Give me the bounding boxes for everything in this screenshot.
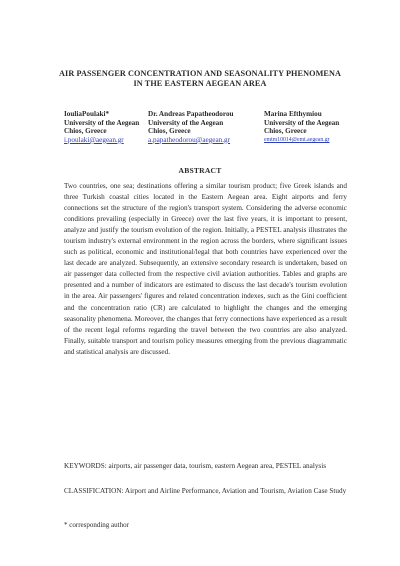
author-affiliation: University of the Aegean — [64, 118, 140, 127]
author-location: Chios, Greece — [148, 127, 191, 136]
author-1 — [64, 110, 139, 144]
author-email-link[interactable]: i.poulaki@aegean.gr — [64, 135, 124, 144]
abstract-heading: ABSTRACT — [178, 166, 222, 175]
author-name: IouliaPoulaki* — [64, 110, 110, 118]
paper-title-line-1: AIR PASSENGER CONCENTRATION AND SEASONALITY PHENOMENA — [59, 69, 341, 78]
author-3 — [264, 110, 339, 144]
author-email-link[interactable]: emtm10014@emt.aegean.gr — [264, 136, 330, 143]
classification: CLASSIFICATION: Airport and Airline Performance, Aviation and Tourism, Aviation Case Study — [64, 487, 347, 495]
author-block — [64, 110, 364, 160]
keywords: KEYWORDS: airports, air passenger data, tourism, eastern Aegean area, PESTEL analysis — [64, 462, 327, 470]
author-name: Marina Efthymiou — [264, 110, 322, 118]
author-name: Dr. Andreas Papatheodorou — [148, 110, 234, 118]
paper-title-line-2: IN THE EASTERN AEGEAN AREA — [133, 79, 267, 88]
corresponding-author-footnote: * corresponding author — [64, 521, 129, 529]
author-location: Chios, Greece — [264, 127, 307, 136]
author-affiliation: University of the Aegean — [264, 118, 340, 127]
author-location: Chios, Greece — [64, 127, 107, 136]
author-2 — [148, 110, 234, 144]
author-affiliation: University of the Aegean — [148, 118, 224, 127]
author-email-link[interactable]: a.papatheodorou@aegean.gr — [148, 135, 231, 144]
abstract-text: Two countries, one sea; destinations offering a similar tourism product; five Greek islands and three Turkish coastal cities located in the Eastern Aegean area. Eight airports and ferry connections set the structure of the region's transport system. Considering the adverse economic conditions prevailing (especially in Greece) over the last five years, it is important to present, analyze and justify the tourism evolution of the region. Initially, a PESTEL analysis illustrates the tourism industry's external environment in the region across the borders, where significant issues such as political, economic and institutional/legal that both countries have experienced over the last decade are analyzed. Subsequently, an extensive secondary research is undertaken, based on air passenger data collected from the respective civil aviation authorities. Tables and graphs are presented and a number of indicators are estimated to discuss the last decade's tourism evolution in the area. Air passengers' figures and related concentration indexes, such as the Gini coefficient and the concentration ratio (CR) are calculated to highlight the changes and the emerging seasonality phenomena. Moreover, the changes that ferry connections have experienced as a result of the recent legal reforms regarding the travel between the two countries are also analyzed. Finally, suitable transport and tourism policy measures emerging from the previous diagrammatic and statistical analysis are discussed. — [64, 182, 347, 356]
